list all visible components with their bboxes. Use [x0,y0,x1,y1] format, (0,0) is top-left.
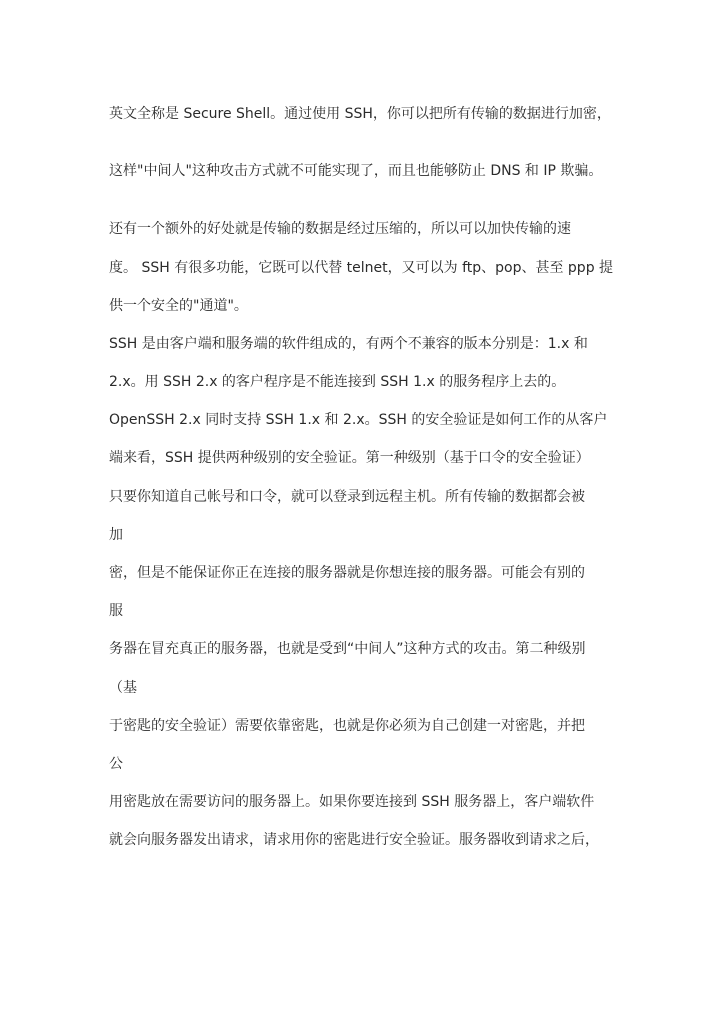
text-line: 供一个安全的"通道"。 [109,298,248,314]
text-line: 还有一个额外的好处就是传输的数据是经过压缩的，所以可以加快传输的速 [109,221,571,237]
text-line: 服 [109,603,123,619]
text-line: 英文全称是 Secure Shell。通过使用 SSH，你可以把所有传输的数据进行加密， [109,106,611,122]
text-line: 2.x。用 SSH 2.x 的客户程序是不能连接到 SSH 1.x 的服务程序上去的。 [109,374,566,390]
text-line: （基 [109,680,137,696]
text-line: 只要你知道自己帐号和口令，就可以登录到远程主机。所有传输的数据都会被 [109,489,585,505]
text-line: 密，但是不能保证你正在连接的服务器就是你想连接的服务器。可能会有别的 [109,565,585,581]
text-line: 用密匙放在需要访问的服务器上。如果你要连接到 SSH 服务器上，客户端软件 [109,794,595,810]
text-line: 就会向服务器发出请求，请求用你的密匙进行安全验证。服务器收到请求之后， [109,832,599,848]
text-line: 务器在冒充真正的服务器，也就是受到“中间人”这种方式的攻击。第二种级别 [109,641,586,657]
text-line: 这样"中间人"这种攻击方式就不可能实现了，而且也能够防止 DNS 和 IP 欺骗。 [109,163,603,179]
text-line: 加 [109,527,123,543]
text-line: 端来看，SSH 提供两种级别的安全验证。第一种级别（基于口令的安全验证） [109,450,590,466]
text-line: SSH 是由客户端和服务端的软件组成的，有两个不兼容的版本分别是：1.x 和 [109,336,588,352]
text-line: 于密匙的安全验证）需要依靠密匙，也就是你必须为自己创建一对密匙，并把 [109,718,585,734]
text-line: 公 [109,756,123,772]
text-line: OpenSSH 2.x 同时支持 SSH 1.x 和 2.x。SSH 的安全验证是如何工作的从客户 [109,412,608,428]
text-line: 度。 SSH 有很多功能，它既可以代替 telnet，又可以为 ftp、pop、甚至 ppp 提 [109,260,614,276]
